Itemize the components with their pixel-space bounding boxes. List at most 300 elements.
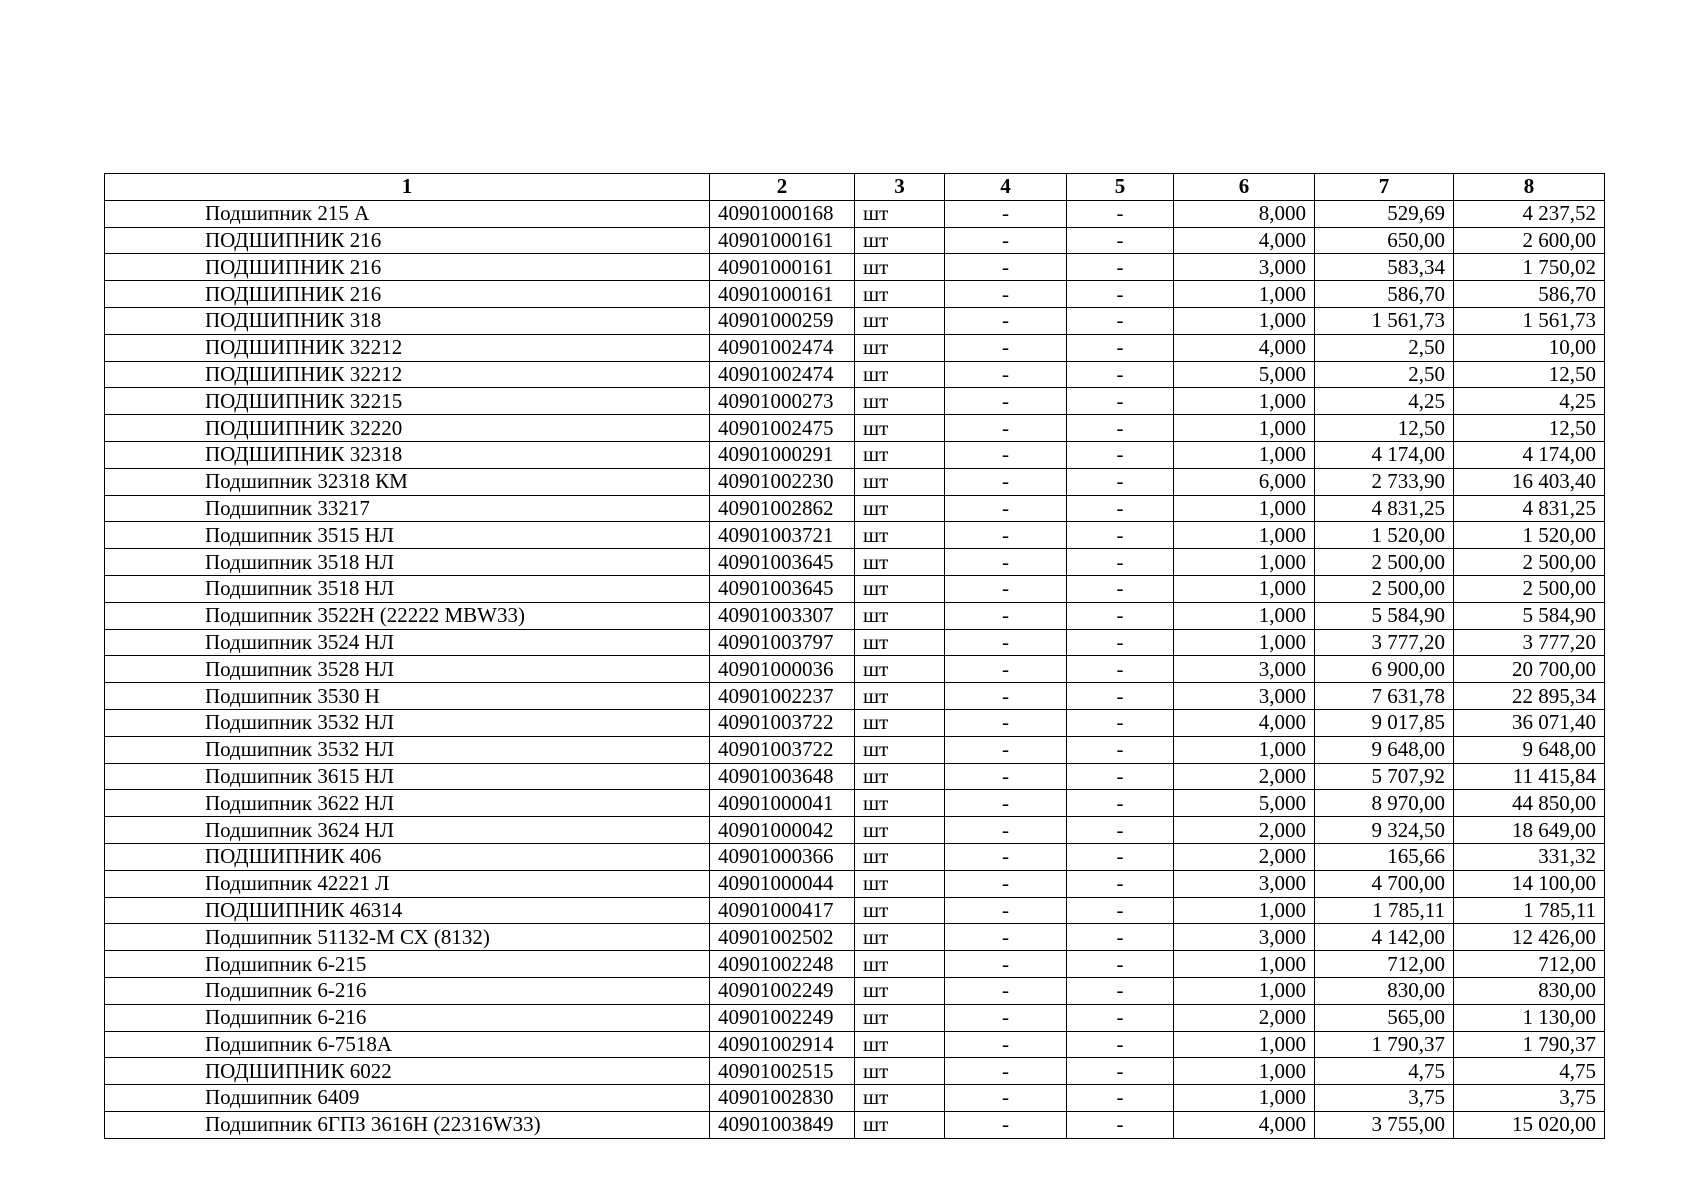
amount-cell: 1 561,73 [1454,307,1605,334]
unit-cell: шт [855,307,945,334]
price-cell: 9 648,00 [1315,736,1454,763]
unit-cell: шт [855,1058,945,1085]
item-code-cell: 40901000041 [710,790,855,817]
item-name-cell: Подшипник 6-215 [105,951,710,978]
table-row [105,817,1605,844]
col5-cell: - [1067,441,1174,468]
amount-cell: 11 415,84 [1454,763,1605,790]
item-name-cell: Подшипник 6-7518А [105,1031,710,1058]
table-row [105,334,1605,361]
amount-cell: 22 895,34 [1454,683,1605,710]
item-name-cell: Подшипник 3518 НЛ [105,575,710,602]
col4-cell: - [945,575,1067,602]
quantity-cell: 1,000 [1174,388,1315,415]
unit-cell: шт [855,1004,945,1031]
col5-cell: - [1067,951,1174,978]
amount-cell: 10,00 [1454,334,1605,361]
item-name-cell: Подшипник 33217 [105,495,710,522]
col4-cell: - [945,977,1067,1004]
col4-cell: - [945,549,1067,576]
price-cell: 4 831,25 [1315,495,1454,522]
item-name-cell: Подшипник 6-216 [105,977,710,1004]
item-code-cell: 40901000259 [710,307,855,334]
amount-cell: 4,25 [1454,388,1605,415]
header-col-1: 1 [105,174,710,201]
col5-cell: - [1067,790,1174,817]
item-name-cell: Подшипник 3528 НЛ [105,656,710,683]
quantity-cell: 1,000 [1174,1085,1315,1112]
col4-cell: - [945,1004,1067,1031]
table-header [105,174,1605,201]
col4-cell: - [945,254,1067,281]
item-name-cell: Подшипник 3624 НЛ [105,817,710,844]
price-cell: 12,50 [1315,415,1454,442]
col4-cell: - [945,763,1067,790]
amount-cell: 1 750,02 [1454,254,1605,281]
col5-cell: - [1067,227,1174,254]
unit-cell: шт [855,951,945,978]
quantity-cell: 3,000 [1174,656,1315,683]
table-row [105,200,1605,227]
table-row [105,388,1605,415]
col4-cell: - [945,602,1067,629]
col5-cell: - [1067,334,1174,361]
quantity-cell: 2,000 [1174,817,1315,844]
item-code-cell: 40901000161 [710,281,855,308]
quantity-cell: 1,000 [1174,602,1315,629]
amount-cell: 14 100,00 [1454,870,1605,897]
price-cell: 4,25 [1315,388,1454,415]
price-cell: 4 700,00 [1315,870,1454,897]
quantity-cell: 1,000 [1174,441,1315,468]
unit-cell: шт [855,522,945,549]
quantity-cell: 4,000 [1174,709,1315,736]
price-cell: 8 970,00 [1315,790,1454,817]
item-code-cell: 40901002502 [710,924,855,951]
amount-cell: 1 790,37 [1454,1031,1605,1058]
item-code-cell: 40901002248 [710,951,855,978]
col4-cell: - [945,227,1067,254]
quantity-cell: 1,000 [1174,415,1315,442]
quantity-cell: 1,000 [1174,951,1315,978]
item-name-cell: Подшипник 3530 Н [105,683,710,710]
item-code-cell: 40901003645 [710,575,855,602]
col4-cell: - [945,951,1067,978]
amount-cell: 3 777,20 [1454,629,1605,656]
item-code-cell: 40901000291 [710,441,855,468]
item-code-cell: 40901000042 [710,817,855,844]
item-code-cell: 40901000161 [710,227,855,254]
col5-cell: - [1067,1031,1174,1058]
unit-cell: шт [855,602,945,629]
price-cell: 7 631,78 [1315,683,1454,710]
table-row [105,1031,1605,1058]
item-name-cell: ПОДШИПНИК 32220 [105,415,710,442]
col4-cell: - [945,415,1067,442]
table-row [105,897,1605,924]
price-cell: 2 500,00 [1315,549,1454,576]
item-code-cell: 40901003722 [710,736,855,763]
quantity-cell: 4,000 [1174,334,1315,361]
table-row [105,495,1605,522]
table-row [105,924,1605,951]
table-row [105,468,1605,495]
col5-cell: - [1067,736,1174,763]
inventory-table [104,173,1605,1139]
table-row [105,870,1605,897]
table-row [105,736,1605,763]
item-name-cell: ПОДШИПНИК 318 [105,307,710,334]
quantity-cell: 1,000 [1174,281,1315,308]
item-name-cell: Подшипник 6-216 [105,1004,710,1031]
item-code-cell: 40901003849 [710,1111,855,1138]
col4-cell: - [945,522,1067,549]
amount-cell: 3,75 [1454,1085,1605,1112]
amount-cell: 2 500,00 [1454,575,1605,602]
item-name-cell: Подшипник 215 А [105,200,710,227]
price-cell: 6 900,00 [1315,656,1454,683]
header-row [105,174,1605,201]
item-code-cell: 40901003721 [710,522,855,549]
unit-cell: шт [855,468,945,495]
item-code-cell: 40901002862 [710,495,855,522]
col4-cell: - [945,1111,1067,1138]
amount-cell: 15 020,00 [1454,1111,1605,1138]
table-row [105,254,1605,281]
col4-cell: - [945,1085,1067,1112]
col5-cell: - [1067,254,1174,281]
table-row [105,549,1605,576]
col4-cell: - [945,870,1067,897]
item-name-cell: ПОДШИПНИК 32318 [105,441,710,468]
amount-cell: 9 648,00 [1454,736,1605,763]
col5-cell: - [1067,522,1174,549]
quantity-cell: 1,000 [1174,736,1315,763]
table-row [105,709,1605,736]
amount-cell: 44 850,00 [1454,790,1605,817]
amount-cell: 4 831,25 [1454,495,1605,522]
price-cell: 565,00 [1315,1004,1454,1031]
col4-cell: - [945,897,1067,924]
item-code-cell: 40901003645 [710,549,855,576]
price-cell: 3,75 [1315,1085,1454,1112]
amount-cell: 12 426,00 [1454,924,1605,951]
unit-cell: шт [855,897,945,924]
col4-cell: - [945,307,1067,334]
col5-cell: - [1067,602,1174,629]
col5-cell: - [1067,924,1174,951]
table-row [105,1058,1605,1085]
quantity-cell: 1,000 [1174,629,1315,656]
col5-cell: - [1067,763,1174,790]
amount-cell: 2 600,00 [1454,227,1605,254]
item-code-cell: 40901002475 [710,415,855,442]
table-row [105,281,1605,308]
col4-cell: - [945,281,1067,308]
amount-cell: 331,32 [1454,843,1605,870]
amount-cell: 586,70 [1454,281,1605,308]
price-cell: 2 733,90 [1315,468,1454,495]
table-row [105,522,1605,549]
col4-cell: - [945,361,1067,388]
price-cell: 1 785,11 [1315,897,1454,924]
price-cell: 4 142,00 [1315,924,1454,951]
quantity-cell: 3,000 [1174,254,1315,281]
unit-cell: шт [855,683,945,710]
amount-cell: 12,50 [1454,415,1605,442]
item-code-cell: 40901000044 [710,870,855,897]
table-row [105,1004,1605,1031]
item-name-cell: ПОДШИПНИК 216 [105,281,710,308]
quantity-cell: 3,000 [1174,683,1315,710]
price-cell: 2 500,00 [1315,575,1454,602]
quantity-cell: 1,000 [1174,307,1315,334]
item-code-cell: 40901002914 [710,1031,855,1058]
item-name-cell: ПОДШИПНИК 216 [105,227,710,254]
item-name-cell: Подшипник 3622 НЛ [105,790,710,817]
price-cell: 4,75 [1315,1058,1454,1085]
unit-cell: шт [855,736,945,763]
price-cell: 4 174,00 [1315,441,1454,468]
item-code-cell: 40901002515 [710,1058,855,1085]
item-code-cell: 40901002830 [710,1085,855,1112]
col4-cell: - [945,629,1067,656]
unit-cell: шт [855,1031,945,1058]
unit-cell: шт [855,763,945,790]
item-code-cell: 40901000036 [710,656,855,683]
item-name-cell: Подшипник 3522Н (22222 MBW33) [105,602,710,629]
item-code-cell: 40901003797 [710,629,855,656]
header-col-8: 8 [1454,174,1605,201]
table-row [105,575,1605,602]
amount-cell: 1 130,00 [1454,1004,1605,1031]
amount-cell: 1 520,00 [1454,522,1605,549]
item-code-cell: 40901002249 [710,1004,855,1031]
price-cell: 586,70 [1315,281,1454,308]
amount-cell: 18 649,00 [1454,817,1605,844]
quantity-cell: 4,000 [1174,1111,1315,1138]
item-name-cell: Подшипник 32318 КМ [105,468,710,495]
col5-cell: - [1067,388,1174,415]
amount-cell: 4 174,00 [1454,441,1605,468]
unit-cell: шт [855,254,945,281]
item-code-cell: 40901003722 [710,709,855,736]
table-row [105,441,1605,468]
col5-cell: - [1067,897,1174,924]
col4-cell: - [945,709,1067,736]
price-cell: 830,00 [1315,977,1454,1004]
price-cell: 650,00 [1315,227,1454,254]
price-cell: 9 324,50 [1315,817,1454,844]
table-row [105,656,1605,683]
table-row [105,227,1605,254]
item-name-cell: ПОДШИПНИК 46314 [105,897,710,924]
table-row [105,763,1605,790]
col5-cell: - [1067,870,1174,897]
header-col-4: 4 [945,174,1067,201]
unit-cell: шт [855,281,945,308]
col5-cell: - [1067,1004,1174,1031]
item-code-cell: 40901003307 [710,602,855,629]
unit-cell: шт [855,1111,945,1138]
col4-cell: - [945,1031,1067,1058]
unit-cell: шт [855,709,945,736]
price-cell: 2,50 [1315,334,1454,361]
amount-cell: 830,00 [1454,977,1605,1004]
quantity-cell: 1,000 [1174,549,1315,576]
unit-cell: шт [855,549,945,576]
unit-cell: шт [855,495,945,522]
item-code-cell: 40901002237 [710,683,855,710]
unit-cell: шт [855,388,945,415]
col5-cell: - [1067,495,1174,522]
item-name-cell: Подшипник 3524 НЛ [105,629,710,656]
item-name-cell: Подшипник 6409 [105,1085,710,1112]
col4-cell: - [945,1058,1067,1085]
price-cell: 1 561,73 [1315,307,1454,334]
col4-cell: - [945,388,1067,415]
item-name-cell: ПОДШИПНИК 216 [105,254,710,281]
table-row [105,629,1605,656]
price-cell: 9 017,85 [1315,709,1454,736]
item-name-cell: Подшипник 42221 Л [105,870,710,897]
col5-cell: - [1067,575,1174,602]
item-code-cell: 40901002474 [710,361,855,388]
item-name-cell: Подшипник 3532 НЛ [105,709,710,736]
amount-cell: 4,75 [1454,1058,1605,1085]
quantity-cell: 2,000 [1174,763,1315,790]
table-row [105,1085,1605,1112]
unit-cell: шт [855,575,945,602]
price-cell: 1 520,00 [1315,522,1454,549]
item-code-cell: 40901000161 [710,254,855,281]
item-name-cell: ПОДШИПНИК 406 [105,843,710,870]
col5-cell: - [1067,1111,1174,1138]
item-code-cell: 40901000273 [710,388,855,415]
item-code-cell: 40901002474 [710,334,855,361]
item-name-cell: ПОДШИПНИК 32212 [105,334,710,361]
header-col-6: 6 [1174,174,1315,201]
item-code-cell: 40901003648 [710,763,855,790]
price-cell: 529,69 [1315,200,1454,227]
header-col-2: 2 [710,174,855,201]
item-code-cell: 40901002230 [710,468,855,495]
quantity-cell: 1,000 [1174,977,1315,1004]
unit-cell: шт [855,227,945,254]
table-row [105,790,1605,817]
col5-cell: - [1067,415,1174,442]
price-cell: 5 584,90 [1315,602,1454,629]
table-row [105,1111,1605,1138]
quantity-cell: 1,000 [1174,1031,1315,1058]
quantity-cell: 2,000 [1174,843,1315,870]
unit-cell: шт [855,977,945,1004]
quantity-cell: 2,000 [1174,1004,1315,1031]
price-cell: 3 755,00 [1315,1111,1454,1138]
item-code-cell: 40901002249 [710,977,855,1004]
quantity-cell: 5,000 [1174,361,1315,388]
quantity-cell: 3,000 [1174,870,1315,897]
amount-cell: 712,00 [1454,951,1605,978]
amount-cell: 2 500,00 [1454,549,1605,576]
unit-cell: шт [855,924,945,951]
col4-cell: - [945,334,1067,361]
item-name-cell: Подшипник 3515 НЛ [105,522,710,549]
unit-cell: шт [855,790,945,817]
amount-cell: 20 700,00 [1454,656,1605,683]
amount-cell: 1 785,11 [1454,897,1605,924]
quantity-cell: 3,000 [1174,924,1315,951]
item-code-cell: 40901000168 [710,200,855,227]
unit-cell: шт [855,200,945,227]
unit-cell: шт [855,817,945,844]
col5-cell: - [1067,683,1174,710]
quantity-cell: 4,000 [1174,227,1315,254]
header-col-5: 5 [1067,174,1174,201]
amount-cell: 12,50 [1454,361,1605,388]
col4-cell: - [945,843,1067,870]
unit-cell: шт [855,361,945,388]
table-row [105,307,1605,334]
col5-cell: - [1067,843,1174,870]
item-name-cell: ПОДШИПНИК 32212 [105,361,710,388]
price-cell: 2,50 [1315,361,1454,388]
table-row [105,415,1605,442]
table-row [105,683,1605,710]
quantity-cell: 5,000 [1174,790,1315,817]
item-name-cell: ПОДШИПНИК 6022 [105,1058,710,1085]
price-cell: 583,34 [1315,254,1454,281]
quantity-cell: 1,000 [1174,897,1315,924]
col4-cell: - [945,495,1067,522]
col5-cell: - [1067,1058,1174,1085]
price-cell: 3 777,20 [1315,629,1454,656]
col4-cell: - [945,790,1067,817]
unit-cell: шт [855,629,945,656]
col5-cell: - [1067,1085,1174,1112]
col4-cell: - [945,683,1067,710]
unit-cell: шт [855,656,945,683]
col5-cell: - [1067,281,1174,308]
price-cell: 1 790,37 [1315,1031,1454,1058]
col4-cell: - [945,200,1067,227]
header-col-3: 3 [855,174,945,201]
col4-cell: - [945,817,1067,844]
unit-cell: шт [855,1085,945,1112]
item-code-cell: 40901000366 [710,843,855,870]
price-cell: 165,66 [1315,843,1454,870]
header-col-7: 7 [1315,174,1454,201]
amount-cell: 5 584,90 [1454,602,1605,629]
col4-cell: - [945,736,1067,763]
col5-cell: - [1067,200,1174,227]
amount-cell: 36 071,40 [1454,709,1605,736]
col5-cell: - [1067,709,1174,736]
table-row [105,951,1605,978]
col5-cell: - [1067,468,1174,495]
table-row [105,361,1605,388]
col5-cell: - [1067,549,1174,576]
quantity-cell: 8,000 [1174,200,1315,227]
item-name-cell: Подшипник 51132-М СХ (8132) [105,924,710,951]
unit-cell: шт [855,870,945,897]
unit-cell: шт [855,415,945,442]
price-cell: 5 707,92 [1315,763,1454,790]
price-cell: 712,00 [1315,951,1454,978]
quantity-cell: 1,000 [1174,1058,1315,1085]
col5-cell: - [1067,629,1174,656]
item-code-cell: 40901000417 [710,897,855,924]
